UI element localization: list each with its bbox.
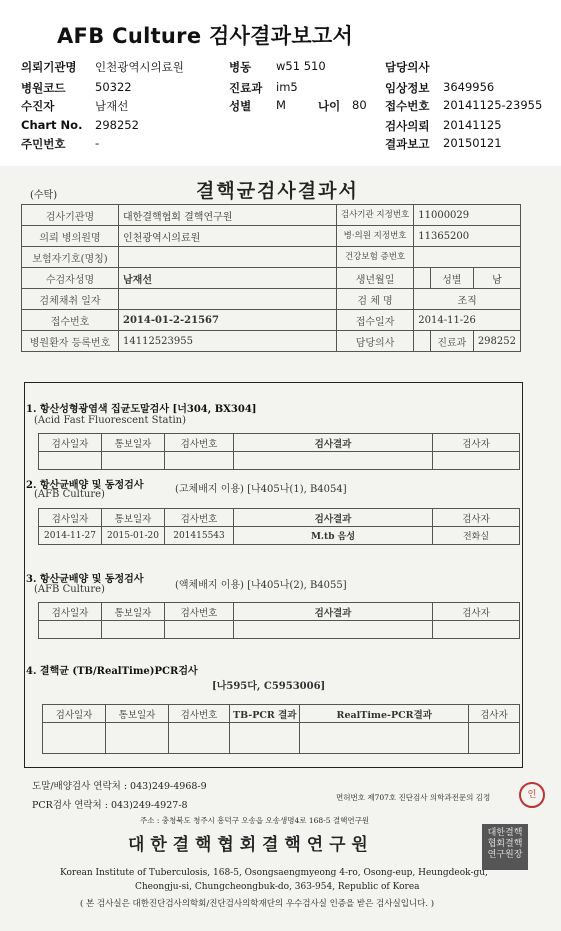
section-subtitle: (Acid Fast Fluorescent Statin) xyxy=(34,415,187,426)
table-row xyxy=(39,527,520,545)
table-cell xyxy=(433,621,520,639)
field-value-chart-no: 298252 xyxy=(95,118,139,132)
column-header: 검사자 xyxy=(433,603,520,621)
field-label-test-request: 검사의뢰 xyxy=(385,119,430,133)
field-label-sex: 성별 xyxy=(229,99,252,113)
field-value-hospital-code: 50322 xyxy=(95,80,132,94)
institute-name-kr: 대 한 결 핵 협 회 결 핵 연 구 원 xyxy=(128,835,368,855)
field-label-age: 나이 xyxy=(318,99,341,113)
column-header: 검사일자 xyxy=(39,509,102,527)
accreditation-note: ( 본 검사실은 대한진단검사의학회/진단검사의학재단의 우수검사실 인증을 받은 검사실입니다. ) xyxy=(80,899,435,909)
table-cell xyxy=(234,621,433,639)
table-cell: 전화실 xyxy=(433,527,520,545)
info-label: 수검자성명 xyxy=(22,268,119,289)
section-note: (액체배지 이용) [나405나(2), B4055] xyxy=(175,580,347,591)
table-cell xyxy=(230,723,300,754)
field-value-patient: 남재선 xyxy=(95,99,129,113)
section-heading: 3. 항산균배양 및 동정검사 xyxy=(26,574,144,585)
field-value-department: im5 xyxy=(276,80,298,94)
column-header: 통보일자 xyxy=(102,603,165,621)
field-label-department: 진료과 xyxy=(229,81,263,95)
column-header: 검사일자 xyxy=(39,434,102,452)
field-value-institution: 인천광역시의료원 xyxy=(95,60,184,74)
info-value: 2014-11-26 xyxy=(414,310,521,331)
table-row xyxy=(39,621,520,639)
table-header-row xyxy=(39,509,520,527)
table-cell xyxy=(106,723,169,754)
info-label: 검체채취 일자 xyxy=(22,289,119,310)
field-value-result-report: 20150121 xyxy=(443,136,502,150)
info-value: 298252 xyxy=(473,331,520,352)
info-label: 진료과 xyxy=(430,331,473,352)
info-value xyxy=(414,268,431,289)
field-value-resident-no: - xyxy=(95,136,100,150)
result-table xyxy=(38,508,520,545)
result-table xyxy=(38,602,520,639)
table-header-row xyxy=(39,603,520,621)
field-label-patient: 수진자 xyxy=(21,99,55,113)
column-header: 검사자 xyxy=(433,434,520,452)
info-value: 11000029 xyxy=(414,205,521,226)
info-value: 남 xyxy=(473,268,520,289)
info-value: 남재선 xyxy=(119,268,337,289)
table-row xyxy=(43,723,520,754)
info-label: 담당의사 xyxy=(336,331,413,352)
info-label: 접수일자 xyxy=(336,310,413,331)
table-cell xyxy=(165,621,234,639)
column-header: 검사결과 xyxy=(234,509,433,527)
table-cell xyxy=(39,621,102,639)
field-label-doctor: 담당의사 xyxy=(385,60,430,74)
field-value-sex: M xyxy=(276,98,286,112)
table-cell: 201415543 xyxy=(165,527,234,545)
table-cell xyxy=(165,452,234,470)
info-value: 조직 xyxy=(414,289,521,310)
consignment-tag: (수탁) xyxy=(30,190,58,201)
column-header: 통보일자 xyxy=(106,705,169,723)
table-cell xyxy=(469,723,520,754)
field-value-age: 80 xyxy=(352,98,367,112)
column-header: 검사번호 xyxy=(169,705,230,723)
field-label-resident-no: 주민번호 xyxy=(21,137,66,151)
section-heading: 1. 항산성형광염색 집균도말검사 [너304, BX304] xyxy=(26,404,257,415)
info-label: 검 체 명 xyxy=(336,289,413,310)
info-value: 대한결핵협회 결핵연구원 xyxy=(119,205,337,226)
info-value xyxy=(119,289,337,310)
column-header: 통보일자 xyxy=(102,509,165,527)
column-header: 검사일자 xyxy=(39,603,102,621)
culture-contact: 도말/배양검사 연락처 : 043)249-4968-9 xyxy=(32,781,207,792)
section-subtitle: (AFB Culture) xyxy=(34,584,105,595)
info-value: 2014-01-2-21567 xyxy=(119,310,337,331)
patient-info-table xyxy=(21,204,521,352)
table-header-row xyxy=(39,434,520,452)
column-header: 검사자 xyxy=(469,705,520,723)
field-label-result-report: 결과보고 xyxy=(385,137,430,151)
info-value: 14112523955 xyxy=(119,331,337,352)
table-cell xyxy=(102,621,165,639)
column-header: 검사번호 xyxy=(165,603,234,621)
column-header: RealTime-PCR결과 xyxy=(300,705,469,723)
result-table xyxy=(42,704,520,754)
info-value: 11365200 xyxy=(414,226,521,247)
field-label-clinical-info: 임상정보 xyxy=(385,81,430,95)
table-cell: 2014-11-27 xyxy=(39,527,102,545)
info-value xyxy=(414,331,431,352)
column-header: 검사자 xyxy=(433,509,520,527)
field-label-accession-no: 접수번호 xyxy=(385,99,430,113)
field-label-institution: 의뢰기관명 xyxy=(21,60,77,74)
info-label: 건강보험 증번호 xyxy=(336,247,413,268)
info-label: 보험자기호(명칭) xyxy=(22,247,119,268)
column-header: 검사번호 xyxy=(165,434,234,452)
result-table xyxy=(38,433,520,470)
info-label: 성별 xyxy=(430,268,473,289)
field-value-clinical-info: 3649956 xyxy=(443,80,495,94)
institute-address-kr: 주소 : 충청북도 청주시 흥덕구 오송읍 오송생명4로 168-5 결핵연구원 xyxy=(140,816,370,825)
section-note: (고체배지 이용) [나405나(1), B4054] xyxy=(175,484,347,495)
info-label: 검사기관 지정번호 xyxy=(336,205,413,226)
section-heading: 4. 결핵균 (TB/RealTime)PCR검사 xyxy=(26,666,198,677)
column-header: 통보일자 xyxy=(102,434,165,452)
info-label: 병·의원 지정번호 xyxy=(336,226,413,247)
physician-stamp: 인 xyxy=(519,782,545,808)
pcr-contact: PCR검사 연락처 : 043)249-4927-8 xyxy=(32,800,188,811)
info-value xyxy=(414,247,521,268)
table-cell xyxy=(234,452,433,470)
table-cell: 2015-01-20 xyxy=(102,527,165,545)
table-cell xyxy=(300,723,469,754)
info-label: 의뢰 병의원명 xyxy=(22,226,119,247)
column-header: 검사결과 xyxy=(234,434,433,452)
info-label: 병원환자 등록번호 xyxy=(22,331,119,352)
physician-license: 면허번호 제707호 진단검사 의학과전문의 김정 xyxy=(336,793,491,802)
section-heading: 2. 항산균배양 및 동정검사 xyxy=(26,480,144,491)
field-value-accession-no: 20141125-23955 xyxy=(443,98,543,112)
column-header: 검사번호 xyxy=(165,509,234,527)
info-label: 검사기관명 xyxy=(22,205,119,226)
info-value xyxy=(119,247,337,268)
field-label-chart-no: Chart No. xyxy=(21,118,83,132)
column-header: 검사결과 xyxy=(234,603,433,621)
institute-seal: 대한결핵 협회결핵 연구원장 xyxy=(482,824,528,870)
info-label: 접수번호 xyxy=(22,310,119,331)
info-label: 생년월일 xyxy=(336,268,413,289)
report-title: AFB Culture 검사결과보고서 xyxy=(57,24,354,48)
scan-document-title: 결핵균검사결과서 xyxy=(196,180,359,202)
section-code: [나595다, C5953006] xyxy=(212,681,326,692)
table-cell xyxy=(433,452,520,470)
table-cell: M.tb 음성 xyxy=(234,527,433,545)
table-cell xyxy=(39,452,102,470)
table-cell xyxy=(43,723,106,754)
table-row xyxy=(39,452,520,470)
field-value-test-request: 20141125 xyxy=(443,118,502,132)
field-label-ward: 병동 xyxy=(229,60,252,74)
table-cell xyxy=(102,452,165,470)
institute-address-en: Cheongju-si, Chungcheongbuk-do, 363-954, Republic of Korea xyxy=(135,882,420,892)
field-label-hospital-code: 병원코드 xyxy=(21,81,66,95)
institute-name-en: Korean Institute of Tuberculosis, 168-5, Osongsaengmyeong 4-ro, Osong-eup, Heungdeok-gu, xyxy=(60,868,488,878)
info-value: 인천광역시의료원 xyxy=(119,226,337,247)
table-header-row xyxy=(43,705,520,723)
field-value-ward: w51 510 xyxy=(276,59,326,73)
table-cell xyxy=(169,723,230,754)
column-header: 검사일자 xyxy=(43,705,106,723)
section-subtitle: (AFB Culture) xyxy=(34,489,105,500)
column-header: TB-PCR 결과 xyxy=(230,705,300,723)
